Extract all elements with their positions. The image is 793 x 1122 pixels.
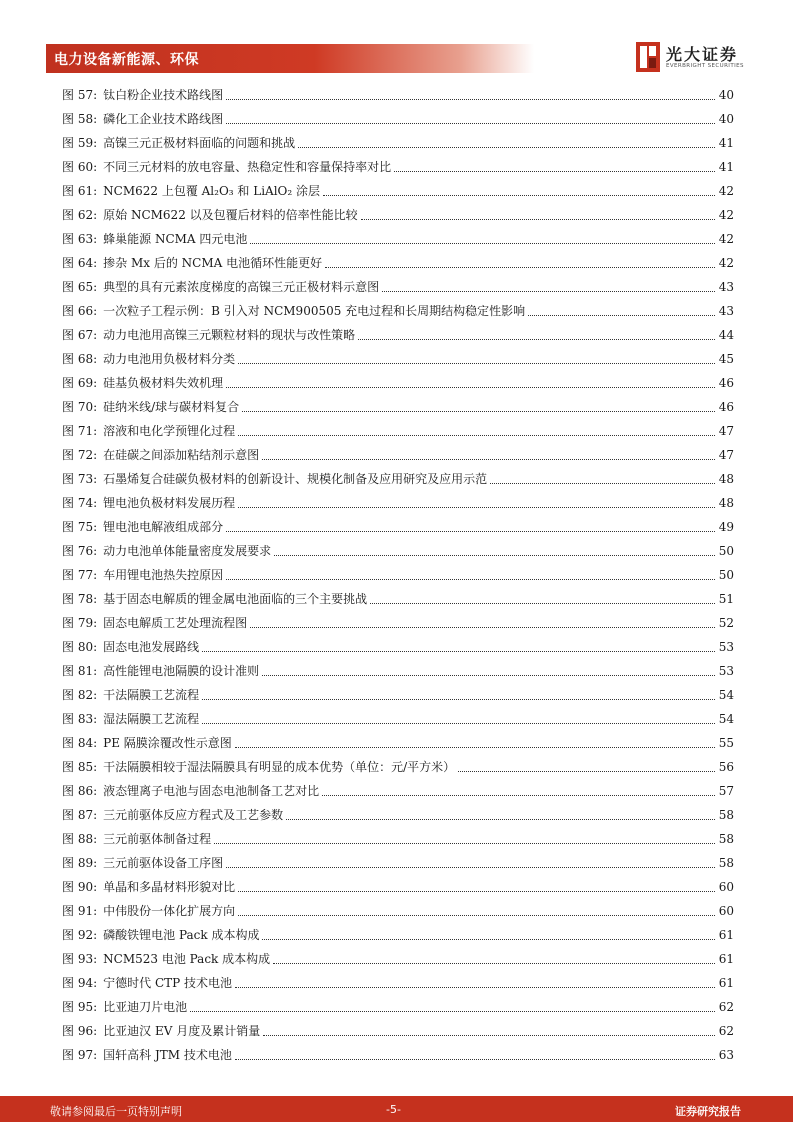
toc-page-number[interactable]: 62 xyxy=(718,1000,734,1014)
brand-logo xyxy=(636,40,746,74)
toc-page-number[interactable]: 55 xyxy=(718,736,734,750)
toc-entry[interactable] xyxy=(62,827,734,851)
toc-dot-leader xyxy=(528,314,715,316)
toc-page-number[interactable]: 54 xyxy=(718,712,734,726)
toc-dot-leader xyxy=(250,242,715,244)
toc-dot-leader xyxy=(262,458,715,460)
toc-figure-number: 图 82: xyxy=(62,688,98,702)
toc-entry[interactable] xyxy=(62,299,734,323)
toc-figure-title[interactable]: PE 隔膜涂覆改性示意图 xyxy=(103,736,232,750)
toc-figure-title[interactable]: NCM622 上包覆 Al₂O₃ 和 LiAlO₂ 涂层 xyxy=(103,184,321,198)
toc-page-number[interactable]: 46 xyxy=(718,400,734,414)
toc-figure-title[interactable]: 湿法隔膜工艺流程 xyxy=(103,712,200,726)
toc-figure-title[interactable]: 比亚迪汉 EV 月度及累计销量 xyxy=(103,1024,261,1038)
toc-page-number[interactable]: 49 xyxy=(718,520,734,534)
toc-figure-number: 图 90: xyxy=(62,880,98,894)
toc-figure-title[interactable]: 典型的具有元素浓度梯度的高镍三元正极材料示意图 xyxy=(103,280,380,294)
toc-entry[interactable] xyxy=(62,875,734,899)
logo-name-en: EVERBRIGHT SECURITIES xyxy=(666,63,744,69)
toc-page-number[interactable]: 42 xyxy=(718,184,734,198)
toc-figure-title[interactable]: 动力电池用负极材料分类 xyxy=(103,352,236,366)
toc-dot-leader xyxy=(394,170,715,172)
toc-entry[interactable] xyxy=(62,995,734,1019)
toc-figure-number: 图 85: xyxy=(62,760,98,774)
toc-figure-title[interactable]: 掺杂 Mx 后的 NCMA 电池循环性能更好 xyxy=(103,256,323,270)
toc-dot-leader xyxy=(262,938,715,940)
toc-figure-number: 图 70: xyxy=(62,400,98,414)
toc-page-number[interactable]: 61 xyxy=(718,928,734,942)
toc-figure-number: 图 76: xyxy=(62,544,98,558)
toc-entry[interactable] xyxy=(62,899,734,923)
toc-figure-number: 图 60: xyxy=(62,160,98,174)
toc-figure-number: 图 93: xyxy=(62,952,98,966)
toc-page-number[interactable]: 48 xyxy=(718,496,734,510)
toc-dot-leader xyxy=(274,554,715,556)
toc-dot-leader xyxy=(202,650,715,652)
toc-figure-number: 图 58: xyxy=(62,112,98,126)
toc-figure-number: 图 66: xyxy=(62,304,98,318)
toc-dot-leader xyxy=(490,482,715,484)
toc-page-number[interactable]: 61 xyxy=(718,976,734,990)
toc-figure-title[interactable]: 高性能锂电池隔膜的设计准则 xyxy=(103,664,260,678)
toc-entry[interactable] xyxy=(62,371,734,395)
toc-page-number[interactable]: 62 xyxy=(718,1024,734,1038)
toc-figure-title[interactable]: 干法隔膜工艺流程 xyxy=(103,688,200,702)
toc-entry[interactable] xyxy=(62,1019,734,1043)
toc-entry[interactable] xyxy=(62,611,734,635)
toc-figure-number: 图 69: xyxy=(62,376,98,390)
toc-entry[interactable] xyxy=(62,491,734,515)
report-type: 证券研究报告 xyxy=(675,1105,741,1118)
toc-dot-leader xyxy=(235,746,715,748)
toc-figure-title[interactable]: 锂电池电解液组成部分 xyxy=(103,520,224,534)
toc-figure-number: 图 62: xyxy=(62,208,98,222)
toc-page-number[interactable]: 60 xyxy=(718,880,734,894)
toc-dot-leader xyxy=(226,122,715,124)
toc-dot-leader xyxy=(190,1010,715,1012)
toc-figure-title[interactable]: 钛白粉企业技术路线图 xyxy=(103,88,224,102)
toc-figure-title[interactable]: 硅基负极材料失效机理 xyxy=(103,376,224,390)
toc-page-number[interactable]: 54 xyxy=(718,688,734,702)
toc-dot-leader xyxy=(226,578,715,580)
toc-figure-number: 图 68: xyxy=(62,352,98,366)
toc-dot-leader xyxy=(361,218,715,220)
toc-figure-number: 图 79: xyxy=(62,616,98,630)
toc-dot-leader xyxy=(226,98,715,100)
toc-figure-number: 图 84: xyxy=(62,736,98,750)
toc-entry[interactable] xyxy=(62,179,734,203)
toc-figure-title[interactable]: 单晶和多晶材料形貌对比 xyxy=(103,880,236,894)
toc-figure-title[interactable]: 车用锂电池热失控原因 xyxy=(103,568,224,582)
toc-page-number[interactable]: 48 xyxy=(718,472,734,486)
toc-page-number[interactable]: 52 xyxy=(718,616,734,630)
toc-page-number[interactable]: 41 xyxy=(718,160,734,174)
toc-figure-title[interactable]: 在硅碳之间添加粘结剂示意图 xyxy=(103,448,260,462)
toc-page-number[interactable]: 60 xyxy=(718,904,734,918)
toc-dot-leader xyxy=(323,194,715,196)
toc-figure-title[interactable]: 蜂巢能源 NCMA 四元电池 xyxy=(103,232,248,246)
toc-dot-leader xyxy=(325,266,715,268)
toc-figure-number: 图 57: xyxy=(62,88,98,102)
toc-entry[interactable] xyxy=(62,635,734,659)
footer-bar xyxy=(0,1096,793,1122)
toc-figure-number: 图 86: xyxy=(62,784,98,798)
toc-page-number[interactable]: 58 xyxy=(718,808,734,822)
toc-figure-title[interactable]: 三元前驱体反应方程式及工艺参数 xyxy=(103,808,284,822)
toc-entry[interactable] xyxy=(62,683,734,707)
toc-page-number[interactable]: 51 xyxy=(718,592,734,606)
everbright-logo-icon xyxy=(636,42,660,72)
toc-entry[interactable] xyxy=(62,227,734,251)
toc-dot-leader xyxy=(322,794,715,796)
toc-page-number[interactable]: 57 xyxy=(718,784,734,798)
toc-figure-title[interactable]: 锂电池负极材料发展历程 xyxy=(103,496,236,510)
toc-entry[interactable] xyxy=(62,203,734,227)
toc-figure-number: 图 95: xyxy=(62,1000,98,1014)
toc-page-number[interactable]: 47 xyxy=(718,424,734,438)
toc-dot-leader xyxy=(226,866,715,868)
toc-figure-number: 图 59: xyxy=(62,136,98,150)
toc-figure-number: 图 65: xyxy=(62,280,98,294)
toc-figure-number: 图 74: xyxy=(62,496,98,510)
toc-figure-title[interactable]: 溶液和电化学预锂化过程 xyxy=(103,424,236,438)
toc-figure-number: 图 88: xyxy=(62,832,98,846)
toc-page-number[interactable]: 63 xyxy=(718,1048,734,1062)
toc-figure-title[interactable]: 硅纳米线/球与碳材料复合 xyxy=(103,400,240,414)
toc-figure-number: 图 67: xyxy=(62,328,98,342)
toc-figure-number: 图 75: xyxy=(62,520,98,534)
section-title: 电力设备新能源、环保 xyxy=(54,52,199,68)
toc-page-number[interactable]: 61 xyxy=(718,952,734,966)
toc-entry[interactable] xyxy=(62,659,734,683)
toc-dot-leader xyxy=(226,530,715,532)
toc-page-number[interactable]: 44 xyxy=(718,328,734,342)
toc-figure-title[interactable]: 原始 NCM622 以及包覆后材料的倍率性能比较 xyxy=(103,208,358,222)
toc-page-number[interactable]: 50 xyxy=(718,568,734,582)
toc-entry[interactable] xyxy=(62,131,734,155)
toc-page-number[interactable]: 42 xyxy=(718,208,734,222)
toc-dot-leader xyxy=(458,770,715,772)
toc-figure-number: 图 77: xyxy=(62,568,98,582)
toc-page-number[interactable]: 47 xyxy=(718,448,734,462)
toc-figure-title[interactable]: 三元前驱体制备过程 xyxy=(103,832,212,846)
toc-page-number[interactable]: 42 xyxy=(718,232,734,246)
toc-dot-leader xyxy=(238,506,715,508)
toc-entry[interactable] xyxy=(62,467,734,491)
toc-figure-number: 图 80: xyxy=(62,640,98,654)
toc-entry[interactable] xyxy=(62,923,734,947)
toc-figure-number: 图 81: xyxy=(62,664,98,678)
toc-entry[interactable] xyxy=(62,851,734,875)
toc-entry[interactable] xyxy=(62,779,734,803)
toc-dot-leader xyxy=(202,698,715,700)
toc-page-number[interactable]: 40 xyxy=(718,88,734,102)
toc-entry[interactable] xyxy=(62,275,734,299)
toc-dot-leader xyxy=(242,410,715,412)
toc-page-number[interactable]: 50 xyxy=(718,544,734,558)
toc-figure-title[interactable]: 动力电池单体能量密度发展要求 xyxy=(103,544,272,558)
toc-page-number[interactable]: 41 xyxy=(718,136,734,150)
toc-entry[interactable] xyxy=(62,107,734,131)
toc-page-number[interactable]: 56 xyxy=(718,760,734,774)
toc-dot-leader xyxy=(238,914,715,916)
toc-entry[interactable] xyxy=(62,1043,734,1067)
figure-table-of-contents xyxy=(62,83,734,1067)
toc-figure-title[interactable]: 基于固态电解质的锂金属电池面临的三个主要挑战 xyxy=(103,592,368,606)
toc-figure-number: 图 71: xyxy=(62,424,98,438)
toc-figure-number: 图 83: xyxy=(62,712,98,726)
toc-figure-number: 图 97: xyxy=(62,1048,98,1062)
toc-dot-leader xyxy=(262,674,715,676)
toc-entry[interactable] xyxy=(62,755,734,779)
toc-page-number[interactable]: 46 xyxy=(718,376,734,390)
toc-figure-title[interactable]: 动力电池用高镍三元颗粒材料的现状与改性策略 xyxy=(103,328,356,342)
toc-dot-leader xyxy=(202,722,715,724)
toc-page-number[interactable]: 45 xyxy=(718,352,734,366)
toc-entry[interactable] xyxy=(62,419,734,443)
toc-dot-leader xyxy=(273,962,715,964)
toc-dot-leader xyxy=(235,986,715,988)
toc-dot-leader xyxy=(298,146,715,148)
toc-entry[interactable] xyxy=(62,971,734,995)
toc-entry[interactable] xyxy=(62,443,734,467)
toc-dot-leader xyxy=(238,434,715,436)
toc-figure-title[interactable]: 固态电解质工艺处理流程图 xyxy=(103,616,248,630)
toc-dot-leader xyxy=(263,1034,715,1036)
toc-dot-leader xyxy=(370,602,715,604)
toc-figure-number: 图 89: xyxy=(62,856,98,870)
toc-figure-number: 图 63: xyxy=(62,232,98,246)
toc-dot-leader xyxy=(382,290,715,292)
toc-page-number[interactable]: 58 xyxy=(718,856,734,870)
toc-entry[interactable] xyxy=(62,515,734,539)
disclaimer-note: 敬请参阅最后一页特别声明 xyxy=(50,1105,182,1118)
toc-entry[interactable] xyxy=(62,803,734,827)
toc-figure-title[interactable]: 干法隔膜相较于湿法隔膜具有明显的成本优势（单位：元/平方米） xyxy=(103,760,456,774)
toc-entry[interactable] xyxy=(62,587,734,611)
toc-entry[interactable] xyxy=(62,251,734,275)
toc-entry[interactable] xyxy=(62,731,734,755)
toc-dot-leader xyxy=(238,362,715,364)
toc-figure-number: 图 72: xyxy=(62,448,98,462)
toc-dot-leader xyxy=(238,890,715,892)
toc-dot-leader xyxy=(358,338,715,340)
toc-figure-title[interactable]: 一次粒子工程示例：B 引入对 NCM900505 充电过程和长周期结构稳定性影响 xyxy=(103,304,526,318)
toc-figure-number: 图 64: xyxy=(62,256,98,270)
toc-dot-leader xyxy=(214,842,715,844)
toc-entry[interactable] xyxy=(62,323,734,347)
toc-page-number[interactable]: 53 xyxy=(718,664,734,678)
toc-figure-title[interactable]: NCM523 电池 Pack 成本构成 xyxy=(103,952,271,966)
toc-figure-title[interactable]: 磷酸铁锂电池 Pack 成本构成 xyxy=(103,928,260,942)
toc-figure-title[interactable]: 磷化工企业技术路线图 xyxy=(103,112,224,126)
toc-figure-number: 图 61: xyxy=(62,184,98,198)
toc-figure-number: 图 91: xyxy=(62,904,98,918)
toc-figure-number: 图 92: xyxy=(62,928,98,942)
toc-figure-title[interactable]: 比亚迪刀片电池 xyxy=(103,1000,188,1014)
toc-figure-title[interactable]: 石墨烯复合硅碳负极材料的创新设计、规模化制备及应用研究及应用示范 xyxy=(103,472,488,486)
toc-figure-title[interactable]: 液态锂离子电池与固态电池制备工艺对比 xyxy=(103,784,320,798)
toc-figure-number: 图 87: xyxy=(62,808,98,822)
toc-page-number[interactable]: 42 xyxy=(718,256,734,270)
logo-name-cn: 光大证券 xyxy=(666,45,739,64)
toc-figure-number: 图 78: xyxy=(62,592,98,606)
toc-dot-leader xyxy=(286,818,715,820)
toc-dot-leader xyxy=(250,626,715,628)
toc-page-number[interactable]: 43 xyxy=(718,304,734,318)
toc-page-number[interactable]: 53 xyxy=(718,640,734,654)
toc-entry[interactable] xyxy=(62,395,734,419)
toc-page-number[interactable]: 40 xyxy=(718,112,734,126)
toc-figure-title[interactable]: 宁德时代 CTP 技术电池 xyxy=(103,976,233,990)
toc-figure-title[interactable]: 不同三元材料的放电容量、热稳定性和容量保持率对比 xyxy=(103,160,392,174)
toc-page-number[interactable]: 58 xyxy=(718,832,734,846)
toc-entry[interactable] xyxy=(62,947,734,971)
toc-entry[interactable] xyxy=(62,347,734,371)
toc-figure-title[interactable]: 三元前驱体设备工序图 xyxy=(103,856,224,870)
toc-figure-number: 图 94: xyxy=(62,976,98,990)
page-number: -5- xyxy=(386,1103,401,1116)
toc-figure-title[interactable]: 高镍三元正极材料面临的问题和挑战 xyxy=(103,136,296,150)
toc-entry[interactable] xyxy=(62,539,734,563)
toc-entry[interactable] xyxy=(62,155,734,179)
toc-dot-leader xyxy=(226,386,715,388)
toc-figure-number: 图 96: xyxy=(62,1024,98,1038)
toc-figure-title[interactable]: 中伟股份一体化扩展方向 xyxy=(103,904,236,918)
toc-entry[interactable] xyxy=(62,707,734,731)
toc-figure-title[interactable]: 固态电池发展路线 xyxy=(103,640,200,654)
toc-entry[interactable] xyxy=(62,563,734,587)
toc-figure-number: 图 73: xyxy=(62,472,98,486)
toc-figure-title[interactable]: 国轩高科 JTM 技术电池 xyxy=(103,1048,232,1062)
toc-entry[interactable] xyxy=(62,83,734,107)
toc-page-number[interactable]: 43 xyxy=(718,280,734,294)
toc-dot-leader xyxy=(235,1058,715,1060)
